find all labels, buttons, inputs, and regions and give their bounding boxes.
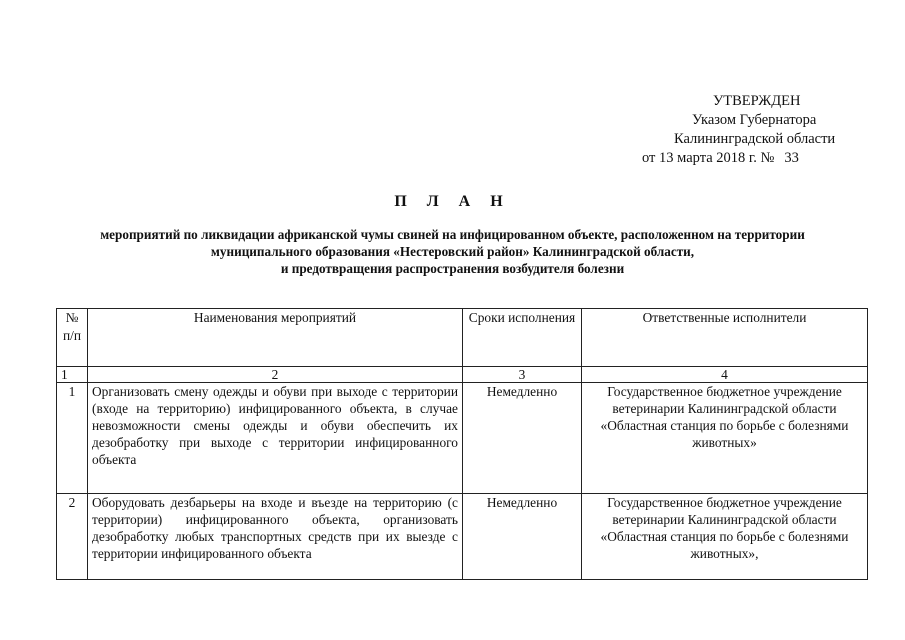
plan-subtitle — [40, 226, 865, 277]
row-deadline: Немедленно — [463, 383, 582, 494]
approval-heading: УТВЕРЖДЕН — [713, 93, 801, 109]
subtitle-line: мероприятий по ликвидации африканской чумы свиней на инфицированном объекте, расположенном на территории — [100, 227, 805, 242]
row-responsible: Государственное бюджетное учреждение ветеринарии Калининградской области «Областная станция по борьбе с болезнями животных», — [582, 494, 868, 580]
approval-number: 33 — [784, 150, 799, 166]
subtitle-line: муниципального образования «Нестеровский район» Калининградской области, — [210, 244, 695, 259]
table-row — [57, 383, 868, 494]
column-number: 1 — [57, 367, 88, 383]
column-number: 2 — [88, 367, 463, 383]
row-index: 1 — [57, 383, 88, 494]
header-name: Наименования мероприятий — [88, 309, 463, 367]
page-title: П Л А Н — [394, 193, 511, 210]
approval-block — [600, 92, 845, 168]
header-number — [57, 309, 88, 367]
row-deadline: Немедленно — [463, 494, 582, 580]
row-description: Организовать смену одежды и обуви при выходе с территории (входе на территорию) инфицированного объекта, в случае невозможности смены одежды и обуви обеспечить их дезобработку при выходе с территории инфицированного объекта — [88, 383, 463, 494]
column-number-row — [57, 367, 868, 383]
row-responsible: Государственное бюджетное учреждение ветеринарии Калининградской области «Областная станция по борьбе с болезнями животных» — [582, 383, 868, 494]
header-number-label: № п/п — [62, 310, 82, 343]
column-number: 4 — [582, 367, 868, 383]
column-number: 3 — [463, 367, 582, 383]
row-index: 2 — [57, 494, 88, 580]
row-description: Оборудовать дезбарьеры на входе и въезде на территорию (с территории) инфицированного объекта, организовать дезобработку любых транспортных средств при их выезде с территории инфицированного объекта — [88, 494, 463, 580]
header-responsible: Ответственные исполнители — [582, 309, 868, 367]
subtitle-line: и предотвращения распространения возбудителя болезни — [280, 261, 625, 276]
header-deadline: Сроки исполнения — [463, 309, 582, 367]
table-header-row — [57, 309, 868, 367]
approval-authority: Указом Губернатора — [692, 112, 817, 128]
table-row — [57, 494, 868, 580]
approval-date-line — [600, 149, 845, 168]
measures-table — [56, 308, 868, 580]
approval-date: от 13 марта 2018 г. № — [642, 150, 775, 166]
approval-region: Калининградской области — [674, 131, 836, 147]
